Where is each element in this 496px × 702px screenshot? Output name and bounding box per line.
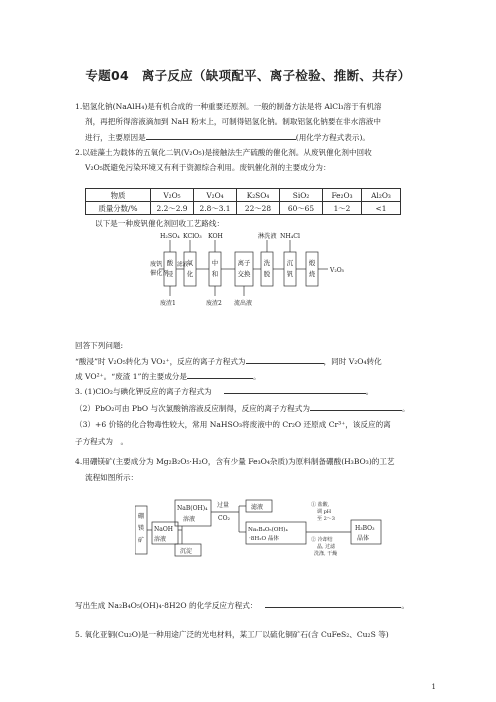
table-cell: <1 [362,202,401,215]
step-box-precipitate [284,252,296,286]
crystal-label-2: ·8H₂O 晶体 [249,536,280,542]
step-oxidize-2: 化 [186,270,194,278]
reagent-h2so4: H₂SO₄ [160,233,180,240]
step-oxidize-1: 氧 [186,259,194,267]
table-cell: SiO₂ [280,189,323,202]
naoh-label: NaOH [154,526,173,533]
op-step-5: 晶, 过滤 [317,544,336,550]
step-neutralize-2: 和 [211,270,219,278]
step-ion-exchange-2: 交换 [237,270,251,278]
q4-line2: 流程如图所示： [85,473,139,482]
input-label-2: 催化剂 [150,270,169,277]
q2-sub1-line1 [75,354,382,369]
q2-sub1-line2 [75,369,261,384]
q3-line2 [75,401,410,416]
q2-line2: V₂O₅既避免污染环境又有利于资源综合利用。废钒催化剂的主要成分为： [85,163,331,172]
step-box-oxidize [184,252,196,286]
reagent-koh: KOH [208,233,223,240]
q2-residue-blank[interactable] [187,369,253,379]
step-neutralize-1: 中 [211,259,219,267]
q1-line3 [85,130,370,145]
q2-sub1-text: “酸浸”时 V₂O₅转化为 VO₂⁺，反应的离子方程式为 [75,357,246,366]
op-step-6: 洗涤, 干燥 [314,551,338,557]
q2-answer-prompt: 回答下列问题: [75,341,124,350]
step-ion-exchange-1: 离子 [237,259,251,267]
q2-line1: 2.以硅藻土为载体的五氧化二钒(V₂O₅)是接触法生产硫酸的催化剂。从废钒催化剂中回收 [75,148,372,157]
waste-1: 废渣1 [160,300,176,307]
table-cell: V₂O₄ [194,189,237,202]
table-header-row [86,189,401,202]
reagent-nh4cl: NH₄Cl [280,233,301,240]
reagent-kclo3: KClO₃ [183,233,202,240]
q3-line4: 子方程式为 。 [75,437,129,446]
op-step-3: 至 2～3 [317,516,335,522]
table-cell: 2.8～3.1 [194,202,237,215]
q3-line1-text: 3. (1)ClO₂与碘化钾反应的离子方程式为 [75,387,212,396]
effluent: 流出液 [234,300,253,307]
ore-label-1: 硼 [137,513,145,520]
co2-label-1: 过量 [217,502,230,509]
ore-label-3: 矿 [137,537,145,544]
q1-line3-suffix: (用化学方程式表示)。 [295,133,371,142]
q1-line3-text: 进行，主要原因是 [85,133,146,142]
step-elute-1: 洗 [263,259,271,267]
q2-equation-blank[interactable] [246,354,324,364]
table-cell: 物质 [86,189,151,202]
op-step-1: ① 盐酸, [311,502,330,508]
q2-sub1-suffix: ，同时 V₂O₄转化 [323,357,382,366]
table-cell: 1～2 [323,202,362,215]
q3-part1-blank[interactable] [224,384,366,394]
q2-sub1-suffix2: 。 [253,372,261,381]
q4-ask-text: 写出生成 Na₂B₄O₅(OH)₄·8H2O 的化学反应方程式： [75,601,258,610]
q3-line1 [75,384,373,399]
table-cell: V₂O₅ [151,189,194,202]
step-precipitate-1: 沉 [286,259,294,267]
step-box-elute [261,252,273,286]
q3-line1-suffix: 。 [365,387,374,396]
reagent-eluent: 淋洗液 [258,233,277,240]
filtrate-label-2: 滤液 [251,504,264,511]
step-box-neutralize [209,252,221,286]
q4-line1: 4.用硼镁矿(主要成分为 Mg₂B₂O₅·H₂O，含有少量 Fe₃O₄杂质)为原料制备硼酸(H₃BO₃)的工艺 [75,457,395,466]
solution-label-1: NaB(OH)₄ [177,505,208,512]
table-cell: 2.2～2.9 [151,202,194,215]
table-cell: Fe₂O₃ [323,189,362,202]
dissolve-label: 溶液 [154,536,167,543]
step-precipitate-2: 钒 [286,270,294,278]
step-acid-leach-2: 浸 [166,270,174,278]
step-box-acid-leach [164,252,176,286]
table-cell: 60～65 [280,202,323,215]
input-label-1: 废钒 [150,261,163,268]
table-cell: 质量分数/% [86,202,151,215]
step-acid-leach-1: 酸 [166,259,174,267]
residue-label: 沉淀 [180,548,193,555]
op-step-4: ② 冷却结 [311,537,333,543]
table-row [86,202,401,215]
op-step-2: 调 pH [317,509,332,515]
product-label-2: 晶体 [357,535,370,542]
page-title: 专题04 离子反应（缺项配平、离子检验、推断、共存） [85,68,411,83]
crystal-label-1: Na₂B₄O₅(OH)₄ [248,527,288,533]
product-v2o5: V₂O₅ [330,267,345,274]
q1-line1: 1.铝氢化钠(NaAlH₄)是有机合成的一种重要还原剂。一般的制备方法是将 AlCl₃溶于有机溶 [75,102,382,111]
boric-acid-flowchart [135,498,403,570]
co2-label-2: CO₂ [218,515,230,522]
q3-line2-text: （2）PbO₂可由 PbO 与次氯酸钠溶液反应制得，反应的离子方程式为 [75,404,310,413]
product-label-1: H₃BO₃ [355,525,375,532]
q3-part2-blank[interactable] [310,401,402,411]
q3-line3: （3）+6 价铬的化合物毒性较大，常用 NaHSO₃将废液中的 Cr₂O 还原成 Cr³⁺，该反应的离 [75,420,391,429]
waste-2: 废渣2 [206,300,222,307]
q5-line1: 5. 氧化亚铜(Cu₂O)是一种用途广泛的光电材料，某工厂以硫化铜矿石(含 CuFeS₂、Cu₂S 等) [75,630,389,639]
table-cell: Al₂O₃ [362,189,401,202]
filtrate-label: 滤液 [177,262,189,268]
q2-line3: 以下是一种废钒催化剂回收工艺路线： [95,219,225,228]
q2-sub1-text2: 成 VO²⁺。“废渣 1”的主要成分是 [75,372,187,381]
q4-equation-blank[interactable] [265,598,401,608]
q4-ask [75,598,409,613]
step-box-ion-exchange [235,252,253,286]
page-number: 1 [431,683,436,691]
q1-line2: 剂，再把所得溶液滴加到 NaH 粉末上，可制得铝氢化钠。制取铝氢化钠要在非水溶液中 [85,117,381,126]
table-cell: 22～28 [237,202,280,215]
q4-ask-suffix: 。 [401,601,409,610]
step-elute-2: 脱 [263,270,271,278]
step-box-calcine [306,252,318,286]
q3-line2-suffix: 。 [401,404,410,413]
q1-answer-blank[interactable] [146,130,296,140]
vanadium-flowchart [150,228,390,320]
composition-table [85,188,401,215]
solution-label-2: 溶液 [183,516,196,523]
step-calcine-1: 煅 [308,259,316,267]
ore-label-2: 镁 [137,525,145,532]
table-cell: K₂SO₄ [237,189,280,202]
step-calcine-2: 烧 [308,270,316,278]
